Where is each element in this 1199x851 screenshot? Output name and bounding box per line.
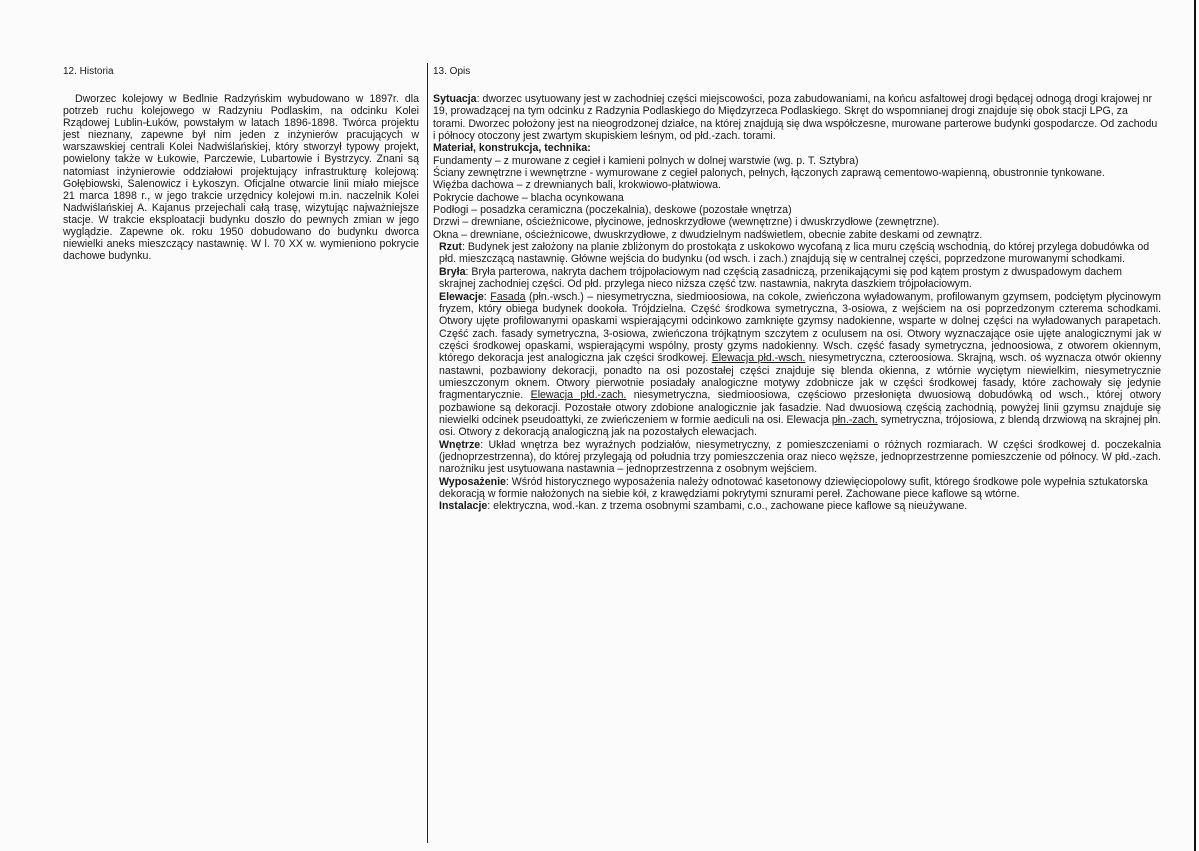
line-pokrycie: Pokrycie dachowe – blacha ocynkowana: [433, 191, 624, 204]
historia-text: Dworzec kolejowy w Bedlnie Radzyńskim wybudowano w 1897r. dla potrzeb ruchu kolejowego w Radzyniu Podlaskim, na odcinku Kolei Rządowej Lublin-Łuków, powstałym w latach 1896-1898. Twórca projektu jest nieznany, zapewne był nim jeden z inżynierów pracujących w warszawskiej centrali Kolei Nadwiślańskiej, który stworzył typowy projekt, powielony także w Łukowie, Parczewie, Lubartowie i Bystrzycy. Znani są natomiast inżynierowie oddziałowi projektujący infrastrukturę kolejową: Gołębiowski, Salenowicz i Łykoszyn. Oficjalne otwarcie linii miało miejsce 21 marca 1898 r., w jego trakcie urzędnicy kolejowi m.in. naczelnik Kolei Nadwiślańskiej A. Kajanus przejechali całą trasę, wizytując najważniejsze stacje. W trakcie eksploatacji budynku doszło do pewnych zmian w jego wyglądzie. Zapewne ok. roku 1950 dobudowano do budynku dworca niewielki aneks mieszczący nastawnię. W l. 70 XX w. wymieniono pokrycie dachowe budynku.: [63, 93, 419, 263]
elewacje-text-c: niesymetryczna, czteroosiowa. Skrajną, wsch. oś wyznacza otwór okienny nastawni, pozbawiony dekoracji, ponadto na osi pozostałej części znajduje się blenda okienna, z wtórnie wyciętym niewielkim, niesymetrycznie umieszczonym oknem. Otwory pierwotnie posiadały analogiczne motywy zdobnicze jak w części środkowej fasady, które zachowały się jedynie fragmentarycznie.: [439, 352, 1161, 402]
paragraph-elewacje: [433, 291, 1161, 439]
section-heading-historia: 12. Historia: [63, 66, 114, 77]
elewacje-text-e: symetryczna, trójosiowa, z blendą drzwiową na skrajnej płn. osi. Otwory z dekoracją analogiczną jak na pozostałych elewacjach.: [439, 413, 1162, 439]
paragraph-sytuacja: [433, 93, 1161, 142]
sytuacja-text: : dworzec usytuowany jest w zachodniej części miejscowości, poza zabudowaniami, na końcu asfaltowej drogi będącej odnogą drogi krajowej nr 19, prowadzącej na tym odcinku z Radzynia Podlaskiego do Międzyrzeca Podlaskiego. Skręt do wspomnianej drogi znajduje się obok stacji LPG, za torami. Dworzec położony jest na nieogrodzonej działce, na której znajdują się dwa współczesne, murowane parterowe budynki gospodarcze. Od zachodu i północy otoczony jest zwartym skupiskiem leśnym, od płd.-zach. torami.: [433, 93, 1158, 143]
elewacje-text-a: :: [483, 290, 491, 303]
sytuacja-label: Sytuacja: [433, 93, 477, 105]
wyposazenie-text: : Wśród historycznego wyposażenia należy odnotować kasetonowy dziewięciopolowy sufit, którego środkowe pole wypełnia sztukatorska dekoracją w formie nałożonych na siebie kół, z krawędziami pokrytymi sznurami pereł. Zachowane piece kaflowe są wtórne.: [439, 475, 1148, 500]
fasada-term: Fasada: [490, 290, 526, 303]
elewacja-plz-term: Elewacja płd.-zach.: [530, 389, 627, 402]
line-fundamenty: Fundamenty – z murowane z cegieł i kamieni polnych w dolnej warstwie (wg. p. T. Sztybra): [433, 154, 859, 167]
paragraph-rzut: [433, 241, 1161, 266]
opis-column: [433, 93, 1161, 513]
material-colon: :: [587, 142, 591, 155]
paragraph-bryla: [433, 266, 1161, 291]
paragraph-wyposazenie: [433, 476, 1161, 501]
elewacje-text-b: (płn.-wsch.) – niesymetryczna, siedmioosiowa, na cokole, zwieńczona wyładowanym, profilowanym gzymsem, podciętym płycinowym fryzem, który obiega budynek dookoła. Trójdzielna. Część środkowa symetryczna, 3-osiowa, z wejściem na osi poprzedzonym czterema schodkami. Otwory ujęte profilowanymi opaskami wspierającymi odcinkowo zamknięte gzymsy nadokienne, wsparte w dolnej części na wyładowanych parapetach. Część zach. fasady symetryczna, 3-osiowa, zwieńczona trójkątnym szczytem z oculusem na osi. Otwory wyznaczające osie ujęte analogicznymi jak w części środkowej opaskami, wspierającymi wspólny, prosty gzyms nadokienny. Wsch. część fasady symetryczna, jednoosiowa, z otworem okiennym, którego dekoracja jest analogiczna jak części środkowej.: [439, 290, 1161, 365]
paragraph-instalacje: [433, 500, 1161, 512]
elewacje-label: Elewacje: [439, 290, 484, 303]
elewacja-plw-term: Elewacja płd.-wsch.: [711, 352, 806, 365]
section-heading-opis: 13. Opis: [433, 66, 471, 77]
wyposazenie-label: Wyposażenie: [439, 475, 506, 488]
paragraph-wnetrze: [433, 439, 1161, 476]
paragraph-material-heading: [433, 142, 1161, 154]
rzut-label: Rzut: [439, 241, 462, 254]
wnetrze-label: Wnętrze: [439, 438, 481, 451]
line-sciany: Ściany zewnętrzne i wewnętrzne - wymurowane z cegieł palonych, pełnych, łączonych zaprawą cementowo-wapienną, obustronnie tynkowane.: [433, 167, 1105, 180]
instalacje-label: Instalacje: [439, 500, 488, 513]
instalacje-text: : elektryczna, wod.-kan. z trzema osobnymi szambami, c.o., zachowane piece kaflowe są nieużywane.: [487, 500, 968, 513]
line-podlogi: Podłogi – posadzka ceramiczna (poczekalnia), deskowe (pozostałe wnętrza): [433, 204, 792, 217]
line-wiezba: Więźba dachowa – z drewnianych bali, krokwiowo-płatwiowa.: [433, 179, 721, 192]
line-okna: Okna – drewniane, ościeżnicowe, dwuskrzydłowe, z dwudzielnym nadświetlem, obecnie zabite deskami od zewnątrz.: [433, 228, 983, 241]
elewacje-text-d: niesymetryczna, siedmioosiowa, częściowo przesłonięta dwuosiową dobudówką od wsch., której otwory pozbawione są dekoracji. Pozostałe otwory zdobione analogicznie jak fasadzie. Nad dwuosiową częścią zachodnią, powyżej linii gzymsu znajduje się niewielki odcinek pseudoattyki, ze zwieńczeniem w formie aediculi na osi. Elewacja: [439, 389, 1161, 426]
bryla-label: Bryła: [439, 265, 466, 278]
wnetrze-text: : Układ wnętrza bez wyraźnych podziałów, niesymetryczny, z pomieszczeniami o różnych rozmiarach. W części środkowej d. poczekalnia (jednoprzestrzenna), do której przylegają od południa trzy pomieszczenia oraz nieco węższe, jednoprzestrzenne pomieszczenie od północy. W płd.-zach. narożniku jest usytuowana nastawnia – jednoprzestrzenna z osobnym wejściem.: [439, 438, 1161, 476]
plnzach-term: płn.-zach.: [831, 413, 878, 426]
line-drzwi: Drzwi – drewniane, ościeżnicowe, płycinowe, jednoskrzydłowe (wewnętrzne) i dwuskrzydłowe (zewnętrzne).: [433, 216, 940, 229]
historia-column: [63, 93, 419, 262]
bryla-text: : Bryła parterowa, nakryta dachem trójpołaciowym nad częścią zasadniczą, przenikającymi się pod kątem prostym z dwuspadowym dachem skrajnej zachodniej części. Od płd. przylega nieco niższa część tzw. nastawnia, nakryta daszkiem trójpołaciowym.: [439, 265, 1123, 291]
material-label: Materiał, konstrukcja, technika: [433, 142, 588, 155]
scan-edge: [1194, 0, 1196, 851]
column-divider: [427, 63, 428, 843]
rzut-text: : Budynek jest założony na planie zbliżonym do prostokąta z uskokowo wycofaną z lica muru częścią wschodnią, do której przylega dobudówka od płd. mieszczącą nastawnię. Główne wejścia do budynku (od wsch. i zach.) znajdują się w centralnej części, poprzedzone murowanymi schodkami.: [439, 241, 1150, 266]
